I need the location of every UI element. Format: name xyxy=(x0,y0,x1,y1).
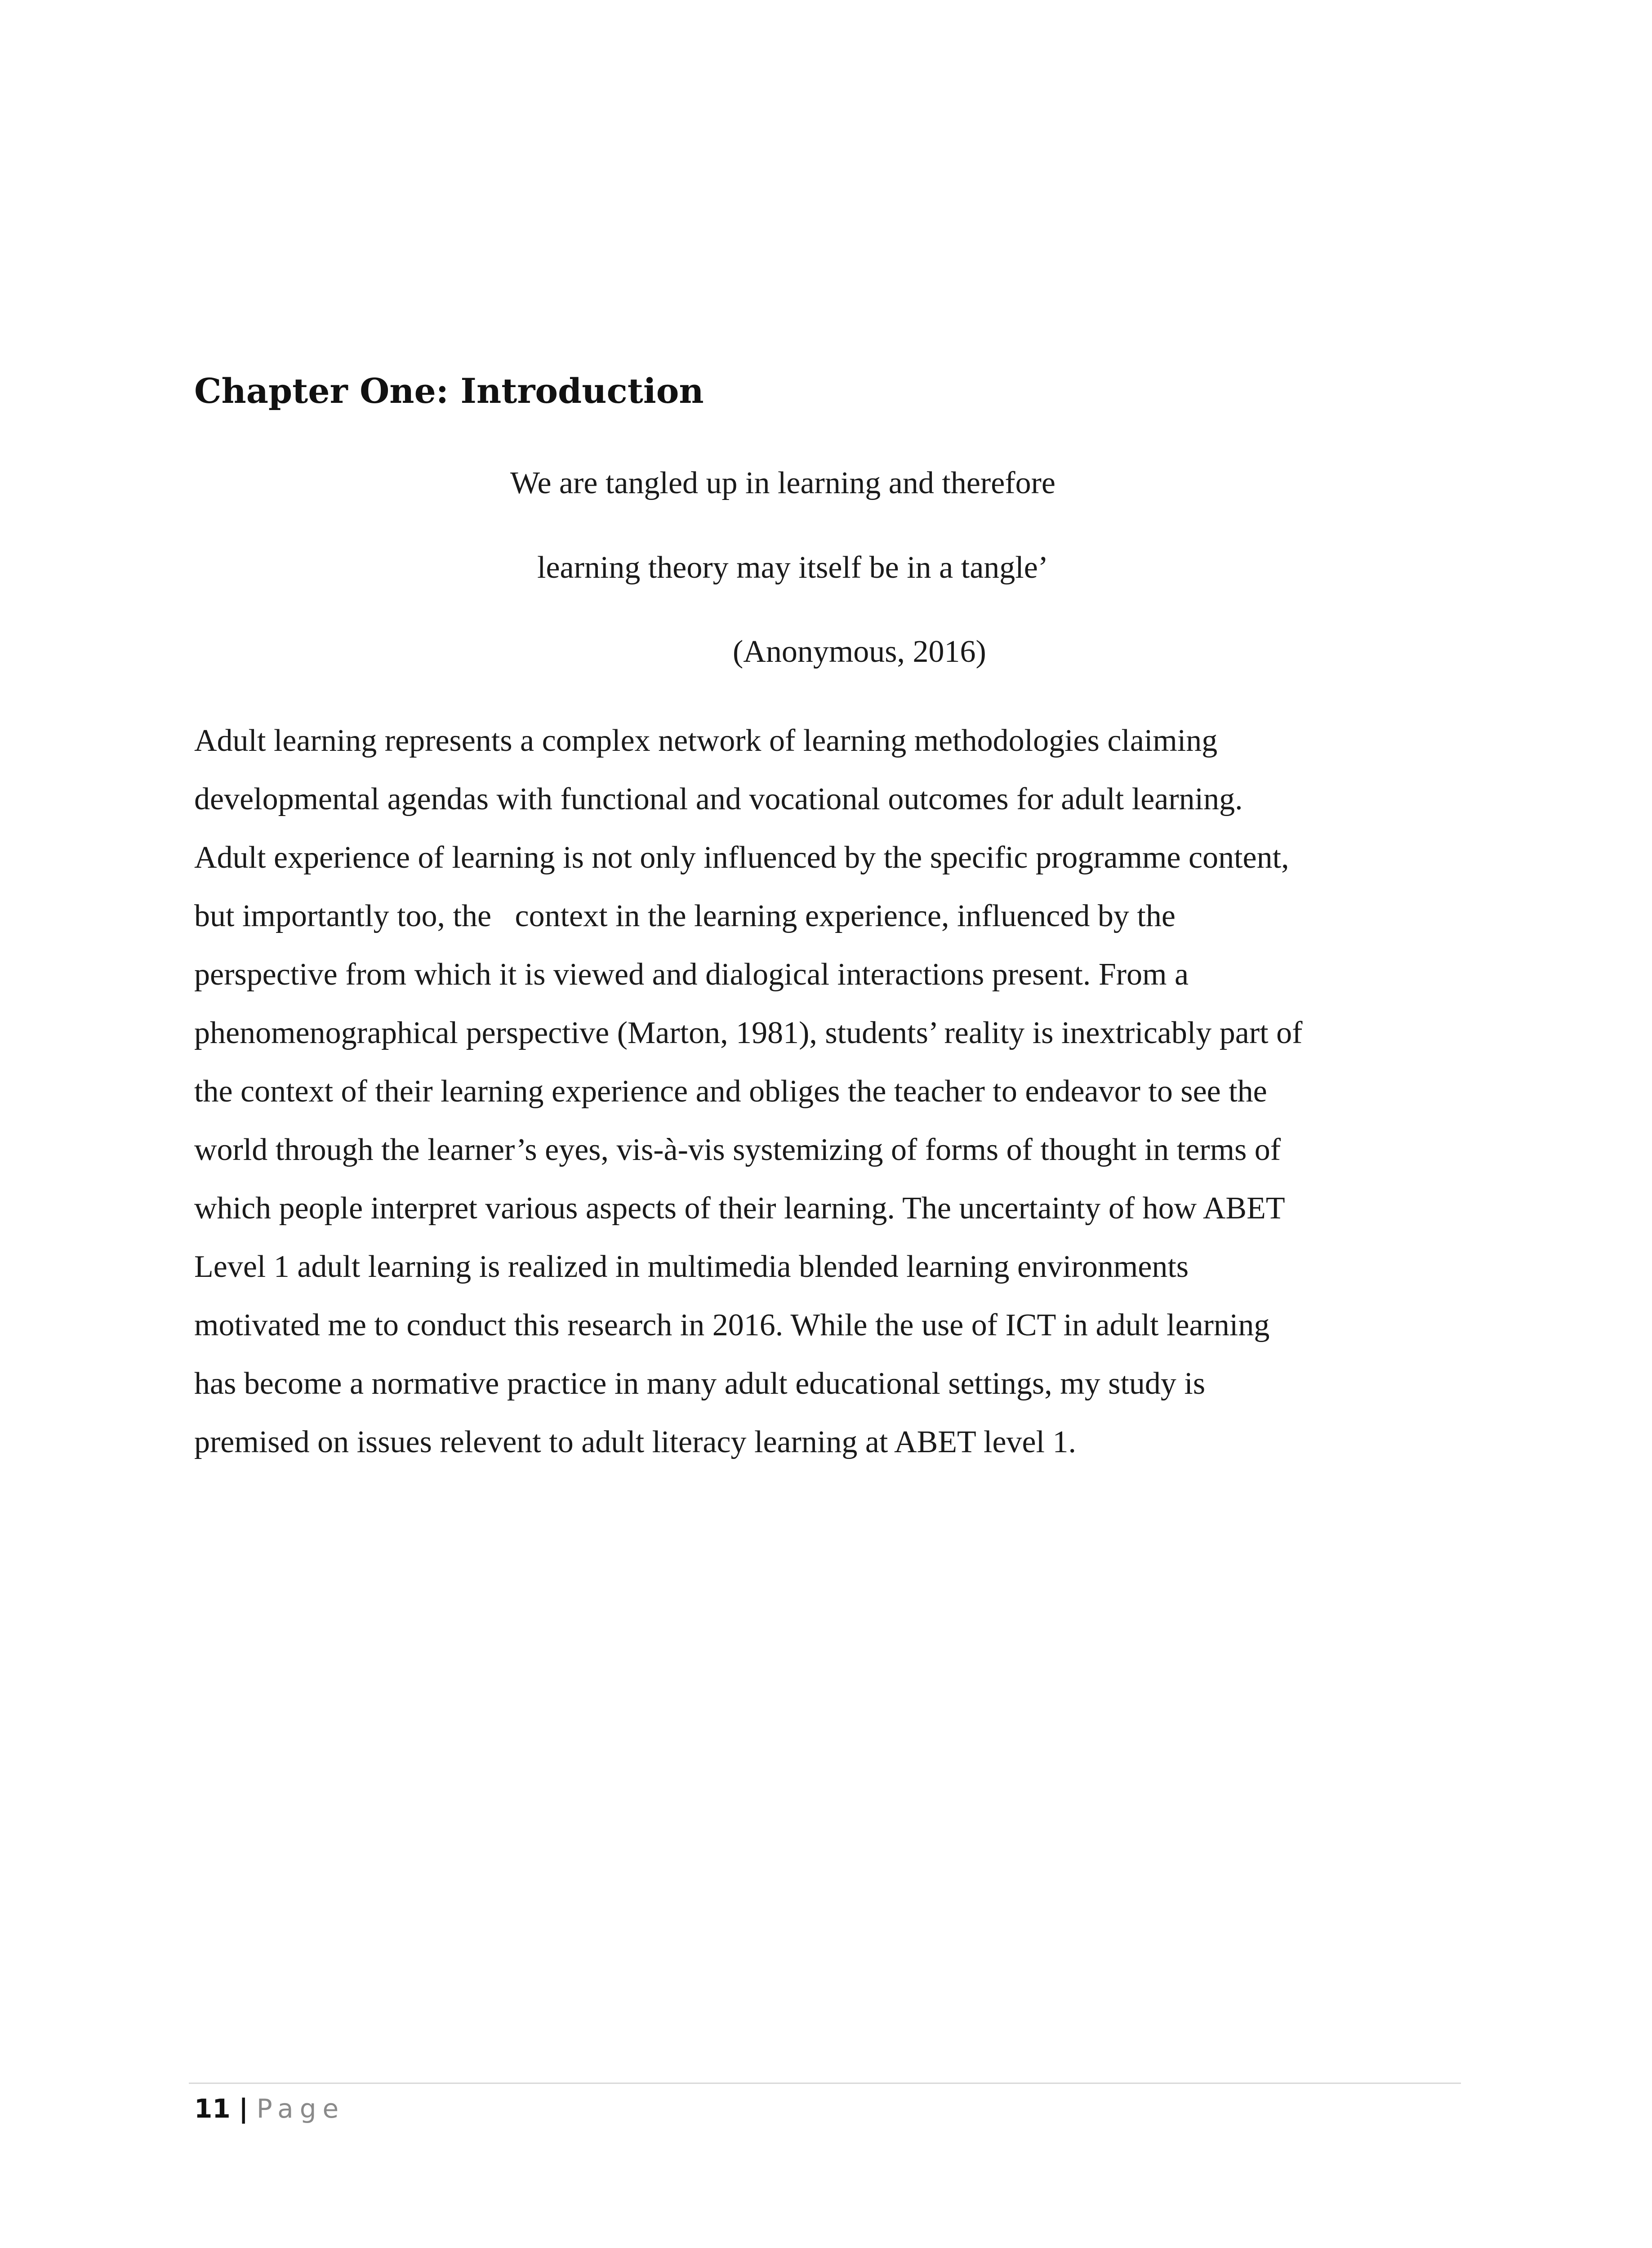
body-line: premised on issues relevent to adult literacy learning at ABET level 1. xyxy=(194,1425,1077,1459)
epigraph-source: (Anonymous, 2016) xyxy=(733,634,986,669)
body-line: has become a normative practice in many adult educational settings, my study is xyxy=(194,1366,1206,1401)
body-line: which people interpret various aspects of their learning. The uncertainty of how ABET xyxy=(194,1191,1285,1226)
body-line: world through the learner’s eyes, vis-à-vis systemizing of forms of thought in terms of xyxy=(194,1133,1281,1167)
body-line: Level 1 adult learning is realized in multimedia blended learning environments xyxy=(194,1249,1189,1284)
page-footer xyxy=(194,2086,345,2131)
page-label: Page xyxy=(256,2093,345,2124)
body-line: Adult experience of learning is not only influenced by the specific programme content, xyxy=(194,840,1289,875)
body-line: motivated me to conduct this research in 2016. While the use of ICT in adult learning xyxy=(194,1308,1270,1343)
body-line: but importantly too, the context in the learning experience, influenced by the xyxy=(194,899,1176,933)
body-line: developmental agendas with functional and vocational outcomes for adult learning. xyxy=(194,782,1243,816)
epigraph-line-2: learning theory may itself be in a tangle’ xyxy=(537,550,1049,585)
chapter-heading: Chapter One: Introduction xyxy=(194,371,704,411)
body-line: Adult learning represents a complex network of learning methodologies claiming xyxy=(194,723,1218,758)
page-number: 11 xyxy=(194,2093,231,2124)
epigraph-line-1: We are tangled up in learning and therefore xyxy=(510,466,1055,500)
body-paragraph xyxy=(194,712,1453,1472)
body-line: the context of their learning experience and obliges the teacher to endeavor to see the xyxy=(194,1074,1267,1109)
body-line: phenomenographical perspective (Marton, 1981), students’ reality is inextricably part of xyxy=(194,1016,1303,1050)
body-line: perspective from which it is viewed and dialogical interactions present. From a xyxy=(194,957,1189,992)
footer-divider xyxy=(189,2083,1461,2084)
page-separator: | xyxy=(239,2093,249,2124)
